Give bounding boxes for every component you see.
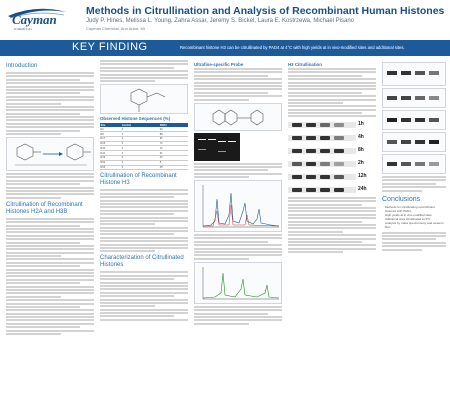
- conclusions-heading: Conclusions: [382, 195, 421, 203]
- blot-time-label: 4h: [358, 133, 364, 140]
- western-blot-panel-c: [382, 110, 446, 130]
- introduction-heading: Introduction: [6, 63, 38, 69]
- table-row: R52 0 8: [100, 160, 188, 165]
- western-blot-panel-b: [382, 88, 446, 108]
- molecule-structure-diagram: [101, 85, 189, 115]
- mass-spectrum-chart: [195, 181, 283, 233]
- table-row: R8 0 88: [100, 132, 188, 137]
- probe-structure-diagram: [195, 104, 283, 132]
- logo-wordmark: Cayman: [12, 12, 57, 27]
- western-blot-panel-a-image: [383, 63, 447, 87]
- blot-time-label: 24h: [358, 185, 367, 192]
- poster-title: Methods in Citrullination and Analysis of Recombinant Human Histones: [86, 5, 445, 17]
- western-blot-row: [288, 158, 376, 170]
- h3-modifications-heading: H3 Citrullination: [288, 62, 322, 67]
- conclusion-item: High yields at in vivo-modified sites.: [385, 212, 433, 217]
- blot-time-label: 1h: [358, 120, 364, 127]
- western-blot-panel-b-image: [383, 89, 447, 109]
- blot-time-label: 8h: [358, 146, 364, 153]
- column-5: [382, 60, 446, 252]
- column-3: [194, 60, 282, 326]
- poster-affiliation: Cayman Chemical, Ann Arbor, MI: [86, 26, 145, 31]
- western-blot-row: [288, 119, 376, 131]
- conclusion-item: Additional sites citrullinated at 4°C.: [385, 216, 432, 221]
- structure-figure: [100, 84, 188, 114]
- key-finding-banner: [0, 40, 450, 56]
- conclusion-item: Analysis by mass spectrometry and western blot.: [385, 220, 444, 229]
- ultrafine-probe-heading: Ultrafine-specific Probe: [194, 62, 244, 67]
- table-row: R40 0 15: [100, 146, 188, 151]
- chromatogram-chart: [195, 263, 283, 305]
- blot-time-label: 2h: [358, 159, 364, 166]
- western-blot-row: [288, 132, 376, 144]
- observed-sites-heading: Observed Histone Sequences (%): [100, 116, 171, 122]
- western-blot-panel-d-image: [383, 133, 447, 153]
- reaction-scheme-figure: [6, 137, 94, 171]
- table-header: Site: [100, 123, 121, 127]
- western-blot-panel-c-image: [383, 111, 447, 131]
- mass-spectrum-figure: [194, 180, 282, 232]
- table-row: R17 0 95: [100, 136, 188, 141]
- western-blot-panel-e-image: [383, 155, 447, 175]
- table-header: Control: [121, 123, 159, 127]
- column-1: [6, 60, 94, 336]
- characterization-heading: Characterization of Citrullinated Histones: [100, 255, 184, 269]
- western-blot-row: [288, 171, 376, 183]
- table-header: PAD4: [159, 123, 188, 127]
- citrullination-h3-heading: Citrullination of Recombinant Histone H3: [100, 173, 177, 187]
- column-2: [100, 60, 188, 322]
- western-blot-panel-e: [382, 154, 446, 174]
- key-finding-heading: KEY FINDING: [72, 41, 148, 53]
- key-finding-text: Recombinant histone H3 can be citrullinated by PAD4 at 4°C with high yields at in vivo-modified sites and additional sites.: [180, 45, 405, 50]
- table-row: R53 0 45: [100, 165, 188, 170]
- table-row: R42 0 31: [100, 151, 188, 156]
- table-row: R49 0 60: [100, 156, 188, 161]
- gel-image: [194, 133, 240, 161]
- table-row: R2 0 93: [100, 127, 188, 131]
- blot-time-label: 12h: [358, 172, 367, 179]
- logo-subtitle: CHEMICAL: [14, 27, 33, 31]
- western-blot-row: [288, 184, 376, 196]
- chromatogram-figure: [194, 262, 282, 304]
- western-blot-panel-a: [382, 62, 446, 86]
- citrullination-h2a-heading: Citrullination of Recombinant Histones H2A and H3B: [6, 201, 83, 215]
- poster-authors: Judy P. Hines, Melissa L. Young, Zahra Assar, Jeremy S. Bickel, Laura E. Kostrzewa, Michael Pisano: [86, 18, 355, 24]
- citrullination-reaction-diagram: [7, 138, 95, 172]
- table-row: R26 0 72: [100, 141, 188, 146]
- observed-sites-table: [100, 123, 188, 170]
- probe-structure-figure: [194, 103, 282, 131]
- column-4: [288, 60, 376, 255]
- conclusion-item: Methods for citrullinating recombinant histones with PAD4.: [385, 204, 435, 213]
- western-blot-panel-d: [382, 132, 446, 152]
- western-blot-row: [288, 145, 376, 157]
